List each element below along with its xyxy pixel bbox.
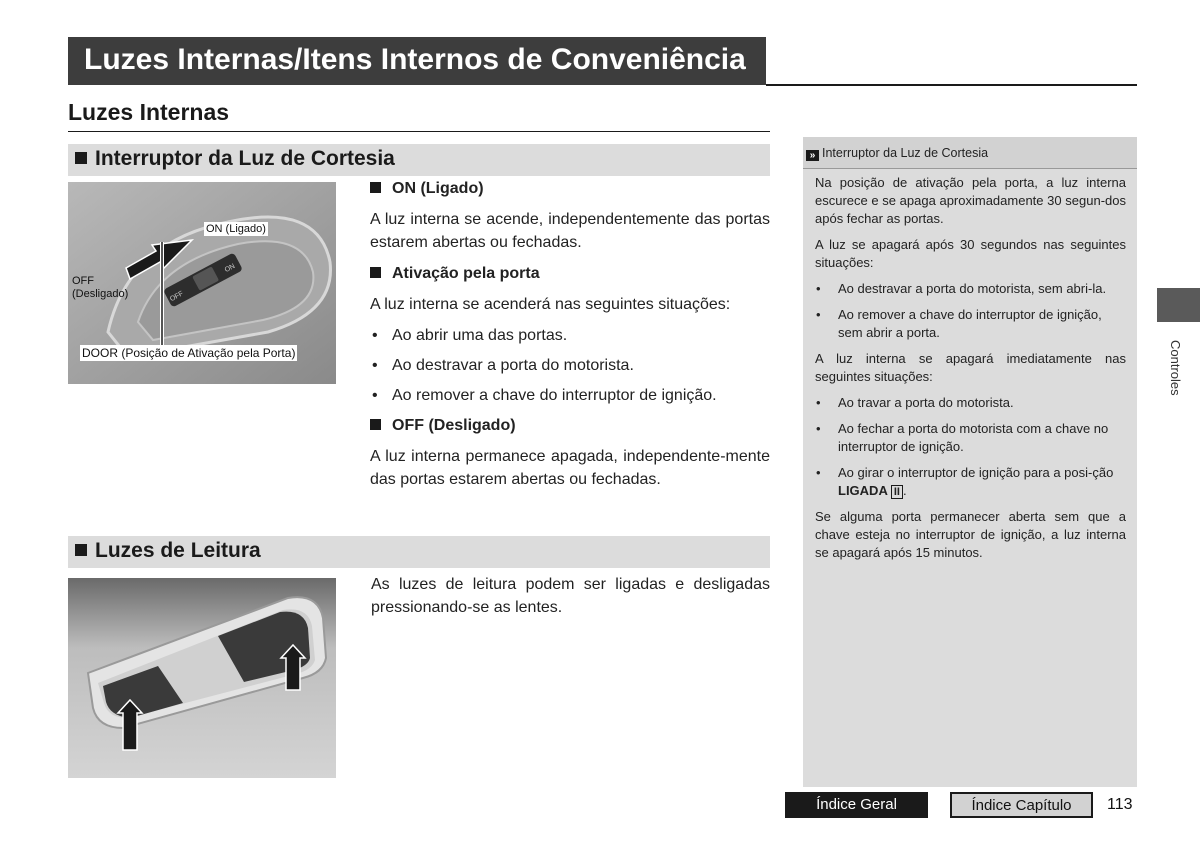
section-rule — [68, 131, 770, 132]
on-heading-text: ON (Ligado) — [392, 180, 484, 197]
reading-heading-text: Luzes de Leitura — [95, 539, 261, 562]
reading-lights-figure — [68, 578, 336, 778]
page-title: Luzes Internas/Itens Internos de Conveniência — [84, 43, 746, 76]
chapter-tab[interactable] — [1157, 288, 1200, 322]
sidebar-paragraph: Na posição de ativação pela porta, a luz interna escurece e se apaga aproximadamente 30 segun-dos após fechar as portas. — [815, 175, 1126, 226]
page-number: 113 — [1107, 796, 1133, 813]
chapter-tab-label: Controles — [1168, 340, 1183, 396]
sidebar-list-item: • Ao fechar a porta do motorista com a chave no interruptor de ignição. — [815, 420, 1126, 456]
svg-text:ON: ON — [223, 262, 237, 275]
ignition-position-name: LIGADA — [838, 483, 888, 498]
sidebar-paragraph: Se alguma porta permanecer aberta sem que a chave esteja no interruptor de ignição, a luz interna se apagará após 15 minutos. — [815, 509, 1126, 560]
index-chapter-button[interactable]: Índice Capítulo — [950, 792, 1093, 818]
section-title: Luzes Internas — [68, 99, 230, 125]
off-label-line1: OFF — [72, 275, 94, 287]
on-position-label: ON (Ligado) — [206, 223, 266, 235]
square-bullet-icon — [370, 182, 381, 193]
ignition-position-symbol: II — [891, 485, 903, 499]
off-text: A luz interna permanece apagada, independente-mente das portas estarem abertas ou fechadas. — [370, 448, 770, 488]
on-text: A luz interna se acende, independentemente das portas estarem abertas ou fechadas. — [370, 211, 770, 251]
list-item: • Ao abrir uma das portas. — [370, 324, 770, 347]
door-position-label: DOOR (Posição de Ativação pela Porta) — [82, 346, 296, 360]
double-chevron-right-icon: » — [806, 150, 819, 161]
index-general-button[interactable]: Índice Geral — [785, 792, 928, 818]
off-heading — [370, 414, 770, 437]
ignition-item-text: Ao girar o interruptor de ignição para a posi-ção — [838, 465, 1114, 480]
square-bullet-icon — [370, 267, 381, 278]
sidebar-body — [815, 174, 1126, 570]
courtesy-description — [370, 177, 770, 499]
sidebar-heading[interactable] — [806, 146, 988, 161]
off-label-line2: (Desligado) — [72, 288, 129, 300]
off-position-label — [70, 274, 130, 302]
on-heading — [370, 177, 770, 200]
reading-subheading — [75, 539, 261, 563]
svg-text:OFF: OFF — [168, 290, 185, 304]
ignition-item-period: . — [902, 483, 907, 498]
reading-description: As luzes de leitura podem ser ligadas e desligadas pressionando-se as lentes. — [371, 576, 770, 616]
square-bullet-icon — [75, 152, 87, 164]
sidebar-list-item: • Ao travar a porta do motorista. — [815, 394, 1126, 412]
sidebar-heading-text: Interruptor da Luz de Cortesia — [822, 146, 989, 160]
courtesy-switch-figure — [68, 182, 336, 384]
sidebar-paragraph: A luz interna se apagará imediatamente nas seguintes situações: — [815, 351, 1126, 384]
list-item: • Ao remover a chave do interruptor de ignição. — [370, 384, 770, 407]
sidebar-list-item — [815, 464, 1126, 500]
square-bullet-icon — [370, 419, 381, 430]
courtesy-heading-text: Interruptor da Luz de Cortesia — [95, 147, 395, 170]
courtesy-subheading — [75, 147, 395, 171]
door-text: A luz interna se acenderá nas seguintes situações: — [370, 296, 731, 313]
list-item: • Ao destravar a porta do motorista. — [370, 354, 770, 377]
off-heading-text: OFF (Desligado) — [392, 417, 516, 434]
square-bullet-icon — [75, 544, 87, 556]
sidebar-list-item: • Ao destravar a porta do motorista, sem abri-la. — [815, 280, 1126, 298]
door-heading — [370, 262, 770, 285]
title-rule — [766, 84, 1137, 86]
reading-lights-illustration — [68, 578, 336, 778]
sidebar-paragraph: A luz se apagará após 30 segundos nas seguintes situações: — [815, 237, 1126, 270]
door-heading-text: Ativação pela porta — [392, 265, 540, 282]
sidebar-list-item: • Ao remover a chave do interruptor de ignição, sem abrir a porta. — [815, 306, 1126, 342]
